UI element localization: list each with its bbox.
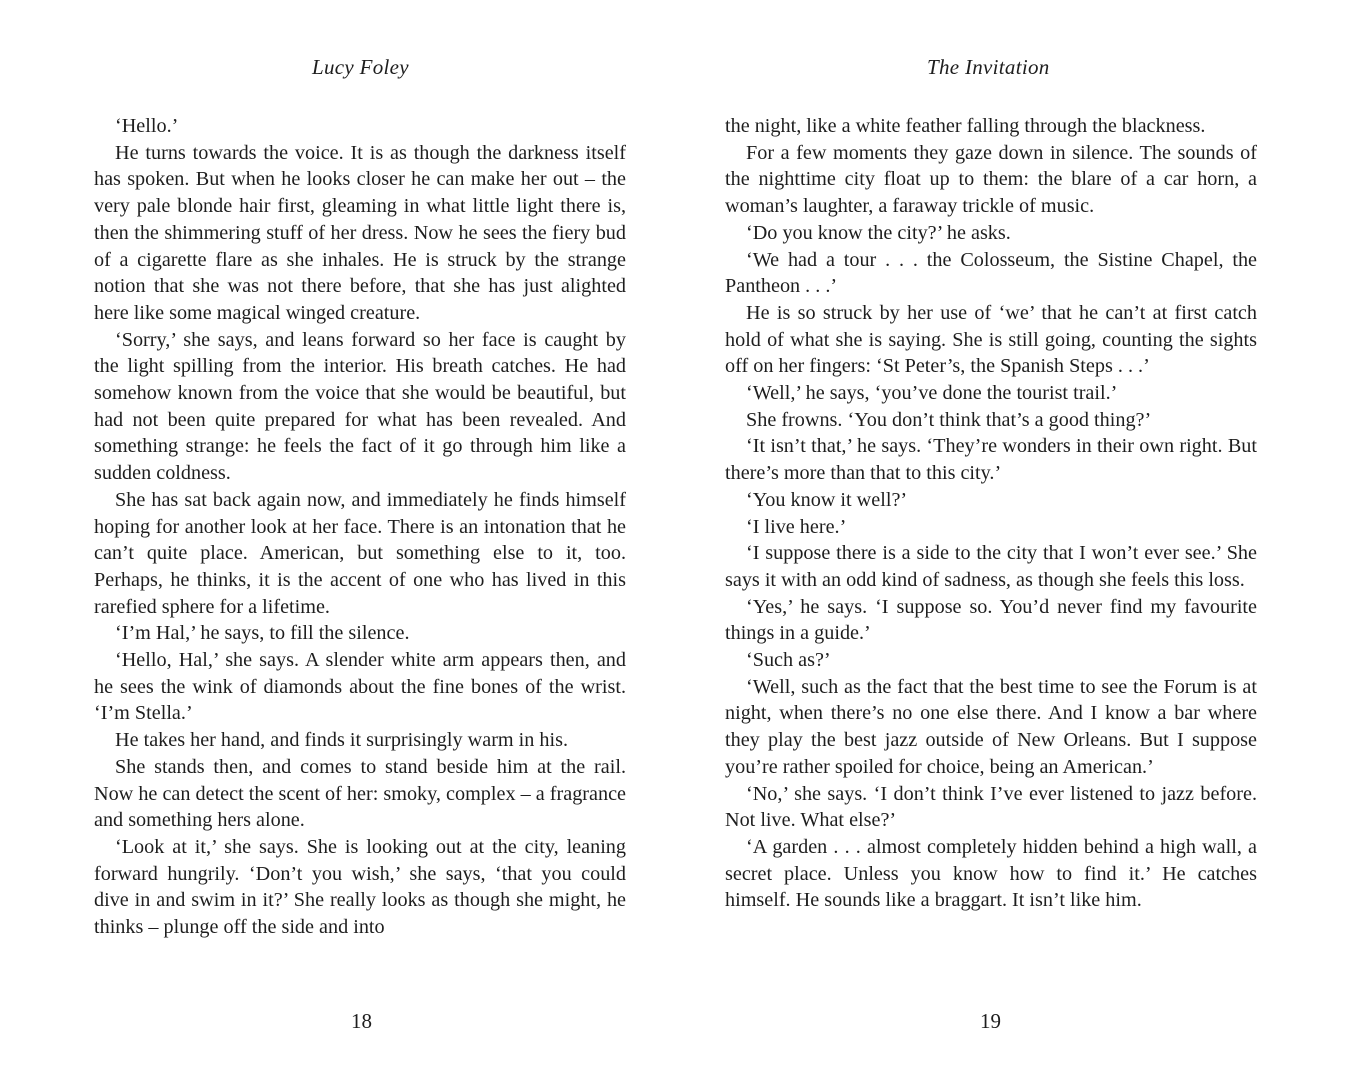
- paragraph: ‘I live here.’: [746, 515, 847, 538]
- paragraph: ‘You know it well?’: [746, 488, 908, 511]
- paragraph: ‘A garden . . . almost completely hidden behind a high wall, a secret place. Unless you know how to find it.’ He catches himself. He sounds like a braggart. It isn’t like him.: [725, 835, 1257, 912]
- paragraph: ‘Yes,’ he says. ‘I suppose so. You’d never find my favourite things in a guide.’: [725, 595, 1257, 645]
- paragraph: He turns towards the voice. It is as though the darkness itself has spoken. But when he looks closer he can make her out – the very pale blonde hair first, gleaming in what little light there is, then the shimmering stuff of her dress. Now he sees the fiery bud of a cigarette flare as she inhales. He is struck by the strange notion that she was not there before, that she has just alighted here like some magical winged creature.: [94, 141, 626, 324]
- running-head-author: Lucy Foley: [312, 55, 409, 79]
- right-page: [675, 0, 1350, 1080]
- paragraph: ‘No,’ she says. ‘I don’t think I’ve ever listened to jazz before. Not live. What else?’: [725, 782, 1257, 832]
- paragraph: ‘Well, such as the fact that the best time to see the Forum is at night, when there’s no one else there. And I know a bar where they play the best jazz outside of New Orleans. But I suppose you’re rather spoiled for choice, being an American.’: [725, 675, 1257, 778]
- paragraph: For a few moments they gaze down in silence. The sounds of the nighttime city float up to them: the blare of a car horn, a woman’s laughter, a faraway trickle of music.: [725, 141, 1257, 218]
- paragraph: ‘We had a tour . . . the Colosseum, the Sistine Chapel, the Pantheon . . .’: [725, 248, 1257, 298]
- paragraph: She stands then, and comes to stand beside him at the rail. Now he can detect the scent of her: smoky, complex – a fragrance and something hers alone.: [94, 755, 626, 832]
- body-text: [725, 113, 1257, 914]
- running-head-title: The Invitation: [927, 55, 1050, 79]
- paragraph: ‘Hello.’: [115, 115, 179, 137]
- paragraph: ‘Such as?’: [746, 649, 831, 672]
- continued-paragraph: the night, like a white feather falling through the blackness.: [725, 115, 1206, 137]
- paragraph: ‘Do you know the city?’ he asks.: [746, 221, 1011, 244]
- paragraph: She frowns. ‘You don’t think that’s a good thing?’: [746, 408, 1152, 431]
- paragraph: ‘Well,’ he says, ‘you’ve done the tourist trail.’: [746, 382, 1118, 405]
- paragraph: He takes her hand, and finds it surprisingly warm in his.: [115, 729, 569, 752]
- paragraph: She has sat back again now, and immediately he finds himself hoping for another look at her face. There is an intonation that he can’t quite place. American, but something else to it, too. Perhaps, he thinks, it is the accent of one who has lived in this rarefied sphere for a lifetime.: [94, 488, 626, 618]
- paragraph: ‘Hello, Hal,’ she says. A slender white arm appears then, and he sees the wink of diamonds about the fine bones of the wrist. ‘I’m Stella.’: [94, 649, 626, 725]
- paragraph: ‘It isn’t that,’ he says. ‘They’re wonders in their own right. But there’s more than that to this city.’: [725, 435, 1257, 485]
- page-number: 18: [351, 1009, 372, 1033]
- paragraph: ‘Look at it,’ she says. She is looking out at the city, leaning forward hungrily. ‘Don’t you wish,’ she says, ‘that you could dive in and swim in it?’ She really looks as though she might, he thinks – plunge off the side and into: [94, 835, 626, 939]
- paragraph: ‘I suppose there is a side to the city that I won’t ever see.’ She says it with an odd kind of sadness, as though she feels this loss.: [725, 542, 1257, 591]
- paragraph: He is so struck by her use of ‘we’ that he can’t at first catch hold of what she is saying. She is still going, counting the sights off on her fingers: ‘St Peter’s, the Spanish Steps . . .’: [725, 301, 1257, 378]
- page-number: 19: [980, 1009, 1001, 1033]
- body-text: [94, 113, 626, 941]
- paragraph: ‘Sorry,’ she says, and leans forward so her face is caught by the light spilling from the interior. His breath catches. He had somehow known from the voice that she would be beautiful, but had not been quite prepared for what has been revealed. And something strange: he feels the fact of it go through him like a sudden coldness.: [94, 328, 626, 485]
- paragraph: ‘I’m Hal,’ he says, to fill the silence.: [115, 622, 410, 645]
